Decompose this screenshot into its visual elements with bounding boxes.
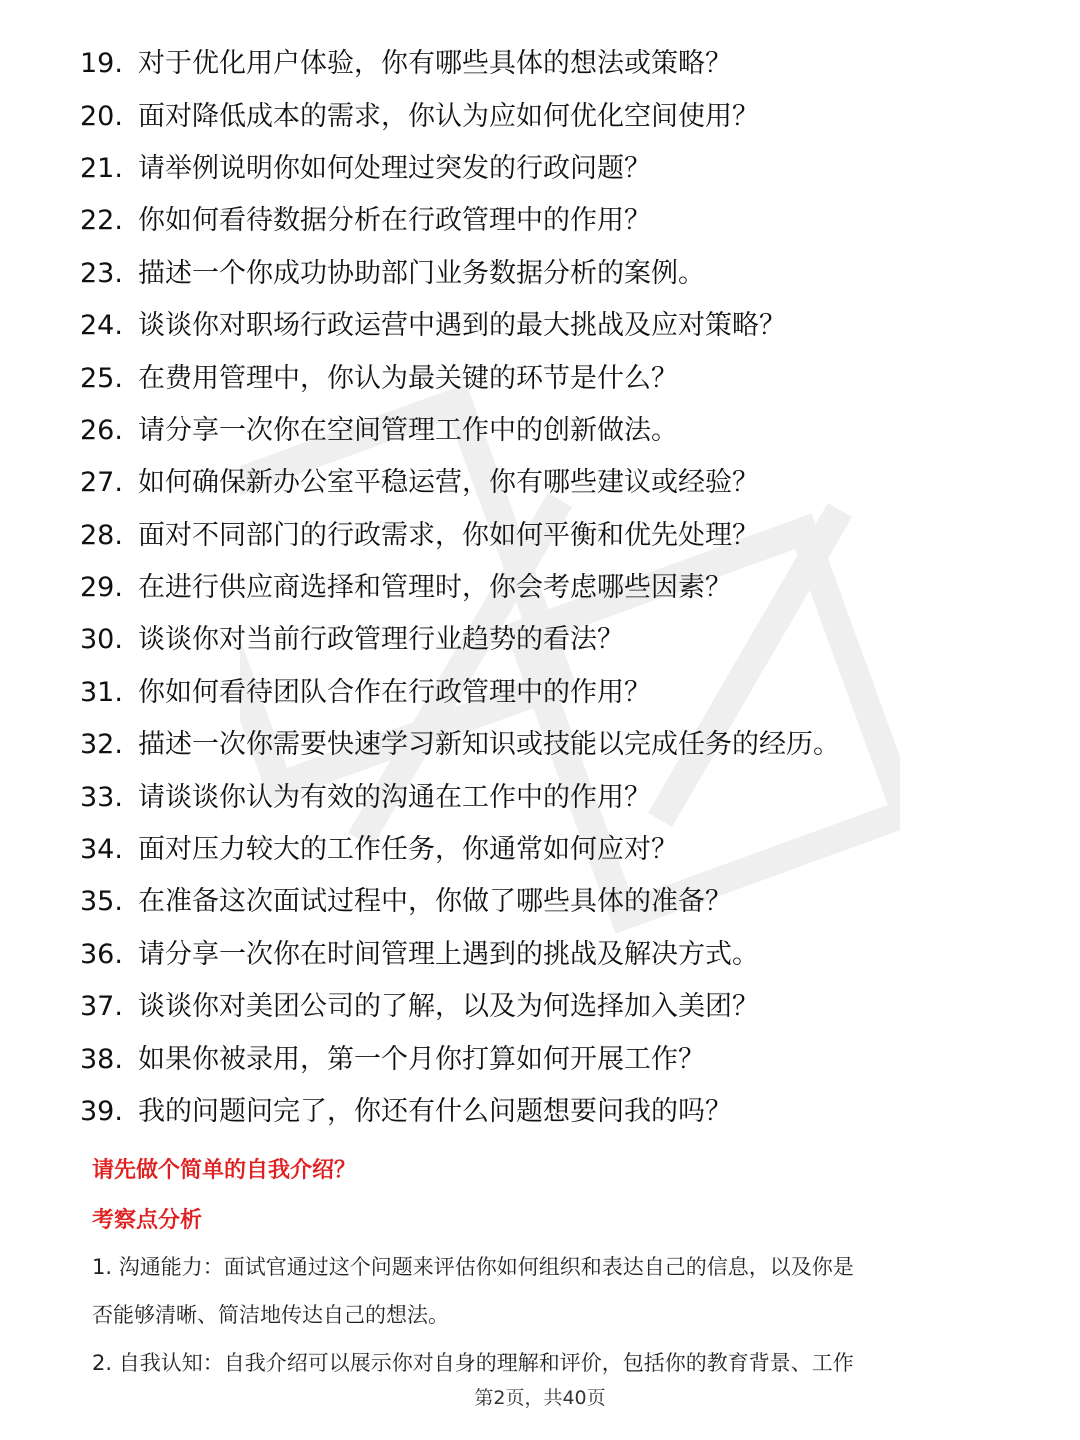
question-text: 请分享一次你在时间管理上遇到的挑战及解决方式。: [138, 938, 759, 970]
question-item: [80, 1033, 1040, 1085]
question-text: 谈谈你对当前行政管理行业趋势的看法？: [138, 624, 624, 656]
question-text: 描述一次你需要快速学习新知识或技能以完成任务的经历。: [138, 729, 840, 761]
question-text: 我的问题问完了，你还有什么问题想要问我的吗？: [138, 1096, 732, 1127]
question-text: 对于优化用户体验，你有哪些具体的想法或策略？: [138, 48, 732, 80]
question-text: 你如何看待数据分析在行政管理中的作用？: [138, 205, 651, 237]
question-text: 面对压力较大的工作任务，你通常如何应对？: [138, 834, 678, 866]
question-item: [80, 771, 1040, 823]
analysis-points: [92, 1243, 992, 1387]
question-list: [80, 38, 1040, 1138]
question-number: 35.: [80, 886, 123, 918]
question-number: 32.: [80, 729, 123, 761]
answer-section: [92, 1156, 992, 1186]
point-2-line-1: 2. 自我认知：自我介绍可以展示你对自身的理解和评价，包括你的教育背景、工作: [92, 1351, 854, 1375]
question-number: 27.: [80, 467, 123, 499]
question-item: [80, 667, 1040, 719]
question-text: 谈谈你对职场行政运营中遇到的最大挑战及应对策略？: [138, 310, 786, 342]
question-item: [80, 929, 1040, 981]
question-number: 38.: [80, 1043, 123, 1075]
question-number: 21.: [80, 152, 123, 184]
question-item: [80, 981, 1040, 1033]
question-number: 28.: [80, 519, 123, 551]
question-item: [80, 38, 1040, 90]
question-text: 面对降低成本的需求，你认为应如何优化空间使用？: [138, 100, 759, 132]
question-item: [80, 143, 1040, 195]
question-item: [80, 1086, 1040, 1138]
page-number: 第2页，共40页: [474, 1387, 606, 1409]
question-text: 如果你被录用，第一个月你打算如何开展工作？: [138, 1043, 705, 1075]
question-text: 谈谈你对美团公司的了解，以及为何选择加入美团？: [138, 991, 759, 1023]
question-number: 36.: [80, 938, 123, 970]
question-item: [80, 90, 1040, 142]
question-item: [80, 405, 1040, 457]
analysis-heading: 考察点分析: [92, 1208, 203, 1233]
question-number: 29.: [80, 572, 123, 604]
question-item: [80, 614, 1040, 666]
question-number: 24.: [80, 310, 123, 342]
question-text: 在费用管理中，你认为最关键的环节是什么？: [138, 362, 678, 394]
question-item: [80, 719, 1040, 771]
question-item: [80, 248, 1040, 300]
analysis-section: [92, 1206, 992, 1236]
question-title: 请先做个简单的自我介绍？: [92, 1158, 357, 1183]
point-1-line-2: 否能够清晰、简洁地传达自己的想法。: [92, 1303, 449, 1327]
point-1-line-1: 1. 沟通能力：面试官通过这个问题来评估你如何组织和表达自己的信息，以及你是: [92, 1255, 854, 1279]
question-text: 请举例说明你如何处理过突发的行政问题？: [138, 152, 651, 184]
question-text: 请分享一次你在空间管理工作中的创新做法。: [138, 414, 678, 446]
question-item: [80, 562, 1040, 614]
question-text: 在准备这次面试过程中，你做了哪些具体的准备？: [138, 886, 732, 918]
question-number: 26.: [80, 414, 123, 446]
question-number: 23.: [80, 257, 123, 289]
question-text: 你如何看待团队合作在行政管理中的作用？: [138, 676, 651, 708]
question-item: [80, 824, 1040, 876]
question-number: 37.: [80, 991, 123, 1023]
question-number: 39.: [80, 1096, 123, 1127]
question-number: 34.: [80, 834, 123, 866]
question-number: 20.: [80, 100, 123, 132]
question-item: [80, 195, 1040, 247]
question-text: 如何确保新办公室平稳运营，你有哪些建议或经验？: [138, 467, 759, 499]
question-item: [80, 300, 1040, 352]
question-text: 在进行供应商选择和管理时，你会考虑哪些因素？: [138, 572, 732, 604]
question-number: 33.: [80, 781, 123, 813]
question-number: 31.: [80, 676, 123, 708]
question-item: [80, 457, 1040, 509]
question-number: 25.: [80, 362, 123, 394]
question-number: 22.: [80, 205, 123, 237]
question-number: 19.: [80, 48, 123, 80]
question-item: [80, 876, 1040, 928]
question-item: [80, 510, 1040, 562]
question-number: 30.: [80, 624, 123, 656]
question-text: 面对不同部门的行政需求，你如何平衡和优先处理？: [138, 519, 759, 551]
question-item: [80, 352, 1040, 404]
question-text: 描述一个你成功协助部门业务数据分析的案例。: [138, 257, 705, 289]
question-text: 请谈谈你认为有效的沟通在工作中的作用？: [138, 781, 651, 813]
